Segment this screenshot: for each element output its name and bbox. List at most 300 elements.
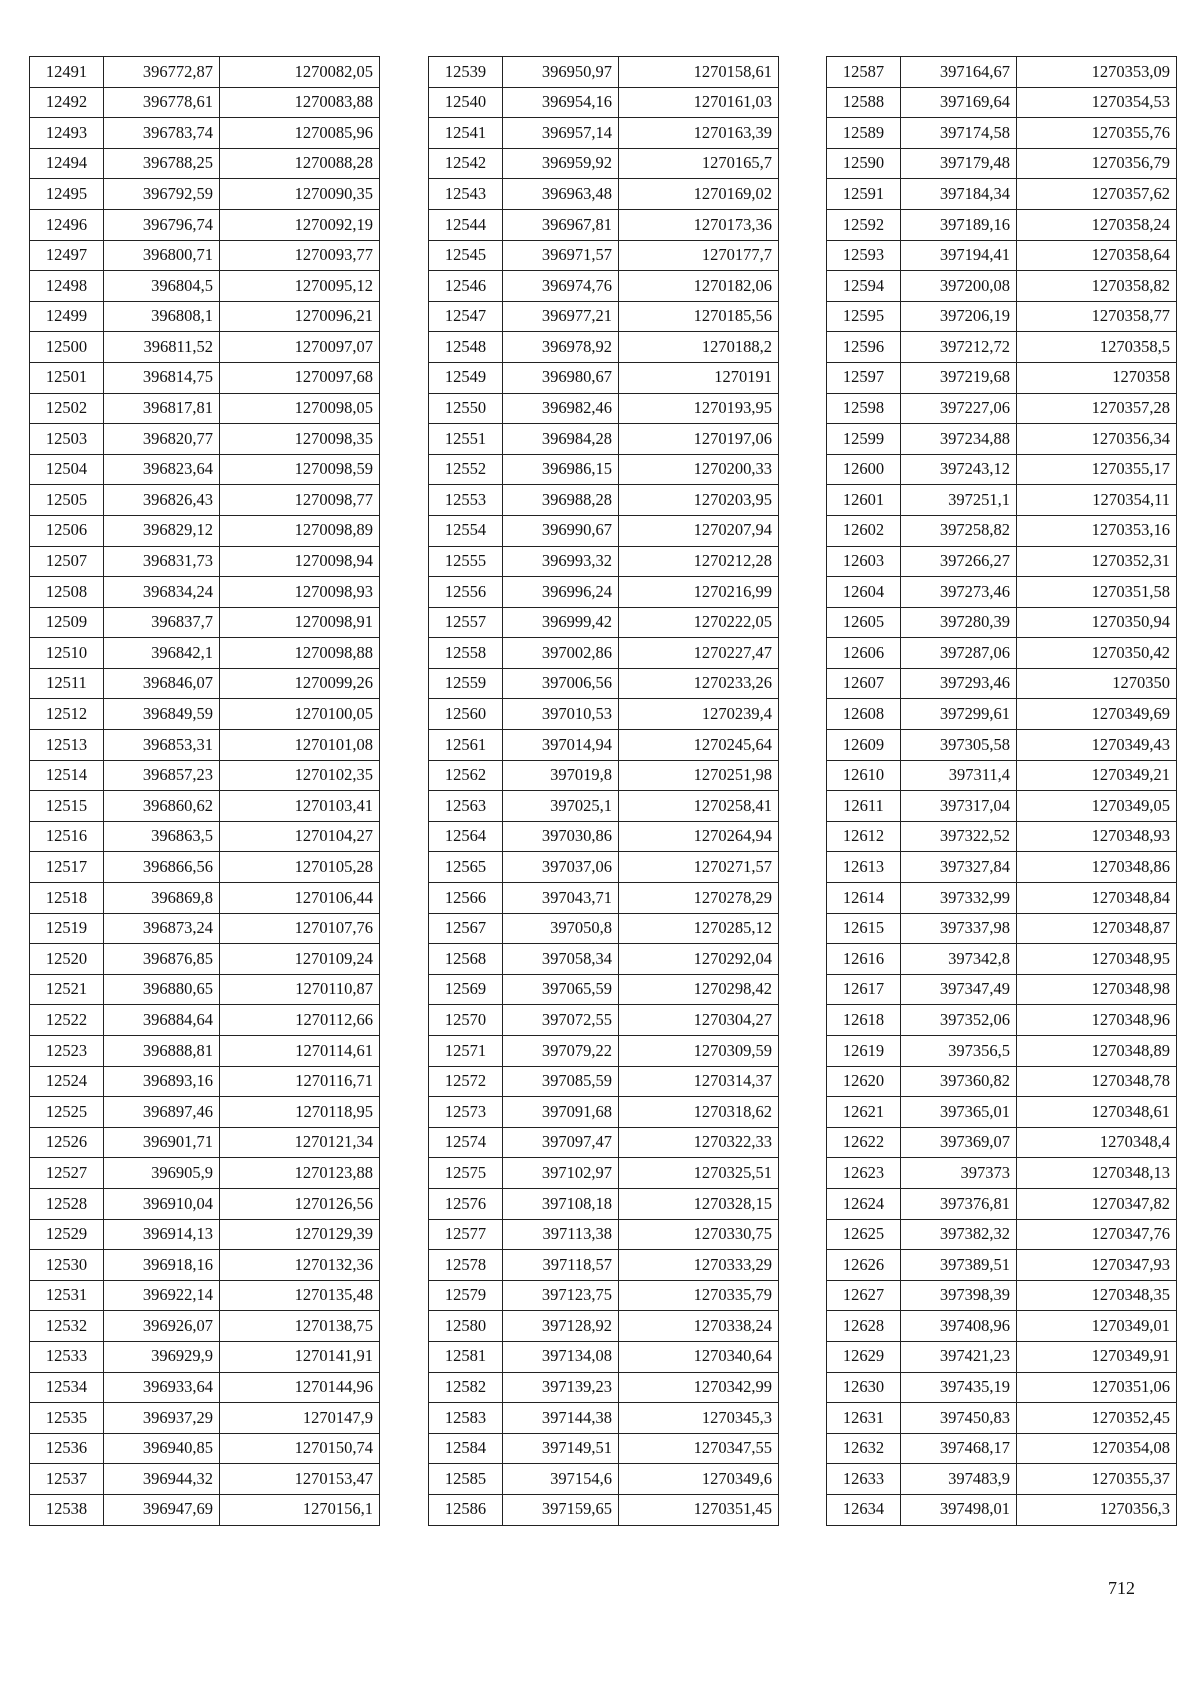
x-coordinate-cell: 397373 xyxy=(901,1158,1017,1189)
y-coordinate-cell: 1270351,58 xyxy=(1017,577,1177,608)
table-row xyxy=(30,454,380,485)
x-coordinate-cell: 397091,68 xyxy=(503,1097,619,1128)
y-coordinate-cell: 1270354,08 xyxy=(1017,1433,1177,1464)
point-number-cell: 12618 xyxy=(827,1005,901,1036)
y-coordinate-cell: 1270258,41 xyxy=(619,791,779,822)
point-number-cell: 12558 xyxy=(429,638,503,669)
coordinate-table-2 xyxy=(428,56,779,1526)
x-coordinate-cell: 397280,39 xyxy=(901,607,1017,638)
point-number-cell: 12513 xyxy=(30,730,104,761)
point-number-cell: 12565 xyxy=(429,852,503,883)
table-row xyxy=(429,1280,779,1311)
point-number-cell: 12583 xyxy=(429,1403,503,1434)
table-row xyxy=(827,1250,1177,1281)
y-coordinate-cell: 1270144,96 xyxy=(220,1372,380,1403)
x-coordinate-cell: 397322,52 xyxy=(901,821,1017,852)
table-row xyxy=(30,791,380,822)
y-coordinate-cell: 1270353,09 xyxy=(1017,57,1177,88)
table-row xyxy=(429,1066,779,1097)
point-number-cell: 12533 xyxy=(30,1341,104,1372)
y-coordinate-cell: 1270126,56 xyxy=(220,1188,380,1219)
table-row xyxy=(429,577,779,608)
point-number-cell: 12570 xyxy=(429,1005,503,1036)
table-row xyxy=(827,1280,1177,1311)
x-coordinate-cell: 397072,55 xyxy=(503,1005,619,1036)
point-number-cell: 12596 xyxy=(827,332,901,363)
y-coordinate-cell: 1270264,94 xyxy=(619,821,779,852)
y-coordinate-cell: 1270098,77 xyxy=(220,485,380,516)
point-number-cell: 12556 xyxy=(429,577,503,608)
x-coordinate-cell: 396918,16 xyxy=(104,1250,220,1281)
point-number-cell: 12612 xyxy=(827,821,901,852)
x-coordinate-cell: 396978,92 xyxy=(503,332,619,363)
x-coordinate-cell: 396947,69 xyxy=(104,1494,220,1525)
y-coordinate-cell: 1270348,98 xyxy=(1017,974,1177,1005)
x-coordinate-cell: 396926,07 xyxy=(104,1311,220,1342)
x-coordinate-cell: 397065,59 xyxy=(503,974,619,1005)
point-number-cell: 12540 xyxy=(429,87,503,118)
y-coordinate-cell: 1270340,64 xyxy=(619,1341,779,1372)
table-row xyxy=(827,271,1177,302)
point-number-cell: 12553 xyxy=(429,485,503,516)
y-coordinate-cell: 1270348,78 xyxy=(1017,1066,1177,1097)
y-coordinate-cell: 1270355,76 xyxy=(1017,118,1177,149)
x-coordinate-cell: 396863,5 xyxy=(104,821,220,852)
x-coordinate-cell: 397058,34 xyxy=(503,944,619,975)
point-number-cell: 12541 xyxy=(429,118,503,149)
table-row xyxy=(827,821,1177,852)
x-coordinate-cell: 397149,51 xyxy=(503,1433,619,1464)
x-coordinate-cell: 396893,16 xyxy=(104,1066,220,1097)
table-row xyxy=(827,1158,1177,1189)
x-coordinate-cell: 397356,5 xyxy=(901,1036,1017,1067)
x-coordinate-cell: 397243,12 xyxy=(901,454,1017,485)
table-row xyxy=(429,760,779,791)
y-coordinate-cell: 1270116,71 xyxy=(220,1066,380,1097)
x-coordinate-cell: 397164,67 xyxy=(901,57,1017,88)
y-coordinate-cell: 1270351,06 xyxy=(1017,1372,1177,1403)
page-number: 712 xyxy=(1108,1578,1135,1598)
x-coordinate-cell: 396788,25 xyxy=(104,148,220,179)
table-row xyxy=(429,974,779,1005)
x-coordinate-cell: 396901,71 xyxy=(104,1127,220,1158)
table-row xyxy=(827,1097,1177,1128)
table-row xyxy=(827,148,1177,179)
y-coordinate-cell: 1270348,61 xyxy=(1017,1097,1177,1128)
point-number-cell: 12508 xyxy=(30,577,104,608)
y-coordinate-cell: 1270285,12 xyxy=(619,913,779,944)
y-coordinate-cell: 1270092,19 xyxy=(220,209,380,240)
table-row xyxy=(429,1005,779,1036)
table-row xyxy=(827,1066,1177,1097)
y-coordinate-cell: 1270350,94 xyxy=(1017,607,1177,638)
point-number-cell: 12530 xyxy=(30,1250,104,1281)
y-coordinate-cell: 1270085,96 xyxy=(220,118,380,149)
table-row xyxy=(429,1341,779,1372)
table-row xyxy=(30,1464,380,1495)
y-coordinate-cell: 1270100,05 xyxy=(220,699,380,730)
table-row xyxy=(827,944,1177,975)
point-number-cell: 12557 xyxy=(429,607,503,638)
table-row xyxy=(827,852,1177,883)
y-coordinate-cell: 1270355,17 xyxy=(1017,454,1177,485)
y-coordinate-cell: 1270212,28 xyxy=(619,546,779,577)
x-coordinate-cell: 396834,24 xyxy=(104,577,220,608)
table-row xyxy=(30,87,380,118)
point-number-cell: 12616 xyxy=(827,944,901,975)
point-number-cell: 12582 xyxy=(429,1372,503,1403)
point-number-cell: 12536 xyxy=(30,1433,104,1464)
point-number-cell: 12585 xyxy=(429,1464,503,1495)
table-row xyxy=(30,57,380,88)
x-coordinate-cell: 397128,92 xyxy=(503,1311,619,1342)
x-coordinate-cell: 397079,22 xyxy=(503,1036,619,1067)
x-coordinate-cell: 397030,86 xyxy=(503,821,619,852)
table-row xyxy=(30,1005,380,1036)
y-coordinate-cell: 1270356,34 xyxy=(1017,424,1177,455)
x-coordinate-cell: 396873,24 xyxy=(104,913,220,944)
x-coordinate-cell: 397258,82 xyxy=(901,515,1017,546)
y-coordinate-cell: 1270191 xyxy=(619,362,779,393)
y-coordinate-cell: 1270349,91 xyxy=(1017,1341,1177,1372)
x-coordinate-cell: 396842,1 xyxy=(104,638,220,669)
table-row xyxy=(429,546,779,577)
y-coordinate-cell: 1270207,94 xyxy=(619,515,779,546)
point-number-cell: 12573 xyxy=(429,1097,503,1128)
point-number-cell: 12587 xyxy=(827,57,901,88)
y-coordinate-cell: 1270103,41 xyxy=(220,791,380,822)
table-row xyxy=(429,332,779,363)
point-number-cell: 12601 xyxy=(827,485,901,516)
table-row xyxy=(429,424,779,455)
y-coordinate-cell: 1270123,88 xyxy=(220,1158,380,1189)
x-coordinate-cell: 397123,75 xyxy=(503,1280,619,1311)
table-row xyxy=(827,883,1177,914)
table-row xyxy=(827,730,1177,761)
y-coordinate-cell: 1270107,76 xyxy=(220,913,380,944)
point-number-cell: 12520 xyxy=(30,944,104,975)
point-number-cell: 12603 xyxy=(827,546,901,577)
x-coordinate-cell: 396999,42 xyxy=(503,607,619,638)
y-coordinate-cell: 1270304,27 xyxy=(619,1005,779,1036)
table-row xyxy=(827,118,1177,149)
table-row xyxy=(827,87,1177,118)
table-row xyxy=(30,1066,380,1097)
y-coordinate-cell: 1270251,98 xyxy=(619,760,779,791)
x-coordinate-cell: 397287,06 xyxy=(901,638,1017,669)
point-number-cell: 12522 xyxy=(30,1005,104,1036)
y-coordinate-cell: 1270098,89 xyxy=(220,515,380,546)
table-row xyxy=(429,1036,779,1067)
table-row xyxy=(30,1219,380,1250)
point-number-cell: 12550 xyxy=(429,393,503,424)
x-coordinate-cell: 396831,73 xyxy=(104,546,220,577)
point-number-cell: 12586 xyxy=(429,1494,503,1525)
point-number-cell: 12606 xyxy=(827,638,901,669)
x-coordinate-cell: 397365,01 xyxy=(901,1097,1017,1128)
point-number-cell: 12608 xyxy=(827,699,901,730)
table-row xyxy=(429,301,779,332)
x-coordinate-cell: 397159,65 xyxy=(503,1494,619,1525)
table-row xyxy=(30,362,380,393)
x-coordinate-cell: 396853,31 xyxy=(104,730,220,761)
table-row xyxy=(30,240,380,271)
table-row xyxy=(30,148,380,179)
table-row xyxy=(30,1494,380,1525)
point-number-cell: 12622 xyxy=(827,1127,901,1158)
y-coordinate-cell: 1270188,2 xyxy=(619,332,779,363)
x-coordinate-cell: 397498,01 xyxy=(901,1494,1017,1525)
x-coordinate-cell: 396811,52 xyxy=(104,332,220,363)
table-row xyxy=(827,1005,1177,1036)
point-number-cell: 12624 xyxy=(827,1188,901,1219)
table-row xyxy=(429,1403,779,1434)
point-number-cell: 12543 xyxy=(429,179,503,210)
y-coordinate-cell: 1270096,21 xyxy=(220,301,380,332)
y-coordinate-cell: 1270354,53 xyxy=(1017,87,1177,118)
y-coordinate-cell: 1270098,93 xyxy=(220,577,380,608)
x-coordinate-cell: 397108,18 xyxy=(503,1188,619,1219)
x-coordinate-cell: 397299,61 xyxy=(901,699,1017,730)
point-number-cell: 12602 xyxy=(827,515,901,546)
point-number-cell: 12561 xyxy=(429,730,503,761)
point-number-cell: 12552 xyxy=(429,454,503,485)
point-number-cell: 12626 xyxy=(827,1250,901,1281)
x-coordinate-cell: 396796,74 xyxy=(104,209,220,240)
table-row xyxy=(827,1341,1177,1372)
point-number-cell: 12542 xyxy=(429,148,503,179)
x-coordinate-cell: 397435,19 xyxy=(901,1372,1017,1403)
y-coordinate-cell: 1270163,39 xyxy=(619,118,779,149)
y-coordinate-cell: 1270185,56 xyxy=(619,301,779,332)
table-row xyxy=(827,301,1177,332)
table-row xyxy=(30,974,380,1005)
x-coordinate-cell: 397382,32 xyxy=(901,1219,1017,1250)
table-row xyxy=(429,271,779,302)
point-number-cell: 12510 xyxy=(30,638,104,669)
point-number-cell: 12528 xyxy=(30,1188,104,1219)
table-row xyxy=(30,1341,380,1372)
y-coordinate-cell: 1270351,45 xyxy=(619,1494,779,1525)
y-coordinate-cell: 1270193,95 xyxy=(619,393,779,424)
x-coordinate-cell: 397369,07 xyxy=(901,1127,1017,1158)
x-coordinate-cell: 396993,32 xyxy=(503,546,619,577)
point-number-cell: 12631 xyxy=(827,1403,901,1434)
x-coordinate-cell: 396914,13 xyxy=(104,1219,220,1250)
y-coordinate-cell: 1270083,88 xyxy=(220,87,380,118)
point-number-cell: 12495 xyxy=(30,179,104,210)
point-number-cell: 12619 xyxy=(827,1036,901,1067)
y-coordinate-cell: 1270349,05 xyxy=(1017,791,1177,822)
x-coordinate-cell: 397251,1 xyxy=(901,485,1017,516)
x-coordinate-cell: 396837,7 xyxy=(104,607,220,638)
x-coordinate-cell: 396944,32 xyxy=(104,1464,220,1495)
y-coordinate-cell: 1270349,69 xyxy=(1017,699,1177,730)
table-row xyxy=(429,393,779,424)
point-number-cell: 12571 xyxy=(429,1036,503,1067)
x-coordinate-cell: 397352,06 xyxy=(901,1005,1017,1036)
y-coordinate-cell: 1270132,36 xyxy=(220,1250,380,1281)
y-coordinate-cell: 1270147,9 xyxy=(220,1403,380,1434)
x-coordinate-cell: 397421,23 xyxy=(901,1341,1017,1372)
y-coordinate-cell: 1270158,61 xyxy=(619,57,779,88)
point-number-cell: 12598 xyxy=(827,393,901,424)
x-coordinate-cell: 397050,8 xyxy=(503,913,619,944)
x-coordinate-cell: 396817,81 xyxy=(104,393,220,424)
y-coordinate-cell: 1270153,47 xyxy=(220,1464,380,1495)
x-coordinate-cell: 396940,85 xyxy=(104,1433,220,1464)
y-coordinate-cell: 1270098,35 xyxy=(220,424,380,455)
y-coordinate-cell: 1270350 xyxy=(1017,668,1177,699)
coordinate-table-3 xyxy=(826,56,1177,1526)
y-coordinate-cell: 1270098,59 xyxy=(220,454,380,485)
point-number-cell: 12593 xyxy=(827,240,901,271)
table-row xyxy=(429,1464,779,1495)
point-number-cell: 12496 xyxy=(30,209,104,240)
x-coordinate-cell: 396980,67 xyxy=(503,362,619,393)
point-number-cell: 12518 xyxy=(30,883,104,914)
table-row xyxy=(429,1188,779,1219)
point-number-cell: 12611 xyxy=(827,791,901,822)
y-coordinate-cell: 1270352,45 xyxy=(1017,1403,1177,1434)
point-number-cell: 12621 xyxy=(827,1097,901,1128)
point-number-cell: 12525 xyxy=(30,1097,104,1128)
x-coordinate-cell: 397212,72 xyxy=(901,332,1017,363)
table-row xyxy=(827,209,1177,240)
y-coordinate-cell: 1270200,33 xyxy=(619,454,779,485)
point-number-cell: 12563 xyxy=(429,791,503,822)
table-row xyxy=(30,332,380,363)
table-row xyxy=(30,577,380,608)
y-coordinate-cell: 1270330,75 xyxy=(619,1219,779,1250)
x-coordinate-cell: 396922,14 xyxy=(104,1280,220,1311)
table-row xyxy=(827,1494,1177,1525)
table-row xyxy=(30,546,380,577)
table-row xyxy=(429,821,779,852)
point-number-cell: 12555 xyxy=(429,546,503,577)
point-number-cell: 12580 xyxy=(429,1311,503,1342)
y-coordinate-cell: 1270101,08 xyxy=(220,730,380,761)
x-coordinate-cell: 396982,46 xyxy=(503,393,619,424)
x-coordinate-cell: 396996,24 xyxy=(503,577,619,608)
point-number-cell: 12505 xyxy=(30,485,104,516)
point-number-cell: 12566 xyxy=(429,883,503,914)
point-number-cell: 12559 xyxy=(429,668,503,699)
y-coordinate-cell: 1270093,77 xyxy=(220,240,380,271)
y-coordinate-cell: 1270318,62 xyxy=(619,1097,779,1128)
y-coordinate-cell: 1270169,02 xyxy=(619,179,779,210)
y-coordinate-cell: 1270348,96 xyxy=(1017,1005,1177,1036)
point-number-cell: 12538 xyxy=(30,1494,104,1525)
point-number-cell: 12501 xyxy=(30,362,104,393)
table-row xyxy=(827,240,1177,271)
y-coordinate-cell: 1270349,6 xyxy=(619,1464,779,1495)
point-number-cell: 12569 xyxy=(429,974,503,1005)
x-coordinate-cell: 396905,9 xyxy=(104,1158,220,1189)
point-number-cell: 12523 xyxy=(30,1036,104,1067)
x-coordinate-cell: 396820,77 xyxy=(104,424,220,455)
point-number-cell: 12572 xyxy=(429,1066,503,1097)
x-coordinate-cell: 397037,06 xyxy=(503,852,619,883)
table-row xyxy=(827,57,1177,88)
point-number-cell: 12503 xyxy=(30,424,104,455)
point-number-cell: 12567 xyxy=(429,913,503,944)
y-coordinate-cell: 1270328,15 xyxy=(619,1188,779,1219)
point-number-cell: 12517 xyxy=(30,852,104,883)
x-coordinate-cell: 396826,43 xyxy=(104,485,220,516)
table-row xyxy=(429,883,779,914)
table-row xyxy=(827,974,1177,1005)
point-number-cell: 12600 xyxy=(827,454,901,485)
x-coordinate-cell: 397154,6 xyxy=(503,1464,619,1495)
y-coordinate-cell: 1270098,05 xyxy=(220,393,380,424)
x-coordinate-cell: 396977,21 xyxy=(503,301,619,332)
x-coordinate-cell: 396829,12 xyxy=(104,515,220,546)
x-coordinate-cell: 396783,74 xyxy=(104,118,220,149)
x-coordinate-cell: 397266,27 xyxy=(901,546,1017,577)
y-coordinate-cell: 1270177,7 xyxy=(619,240,779,271)
x-coordinate-cell: 397097,47 xyxy=(503,1127,619,1158)
y-coordinate-cell: 1270156,1 xyxy=(220,1494,380,1525)
table-row xyxy=(429,913,779,944)
y-coordinate-cell: 1270129,39 xyxy=(220,1219,380,1250)
y-coordinate-cell: 1270239,4 xyxy=(619,699,779,730)
y-coordinate-cell: 1270358,24 xyxy=(1017,209,1177,240)
x-coordinate-cell: 397194,41 xyxy=(901,240,1017,271)
y-coordinate-cell: 1270088,28 xyxy=(220,148,380,179)
table-row xyxy=(429,515,779,546)
table-row xyxy=(429,1433,779,1464)
table-row xyxy=(827,1464,1177,1495)
point-number-cell: 12630 xyxy=(827,1372,901,1403)
y-coordinate-cell: 1270138,75 xyxy=(220,1311,380,1342)
x-coordinate-cell: 397483,9 xyxy=(901,1464,1017,1495)
point-number-cell: 12584 xyxy=(429,1433,503,1464)
y-coordinate-cell: 1270292,04 xyxy=(619,944,779,975)
x-coordinate-cell: 397360,82 xyxy=(901,1066,1017,1097)
y-coordinate-cell: 1270358,77 xyxy=(1017,301,1177,332)
y-coordinate-cell: 1270347,93 xyxy=(1017,1250,1177,1281)
x-coordinate-cell: 396808,1 xyxy=(104,301,220,332)
x-coordinate-cell: 396804,5 xyxy=(104,271,220,302)
table-row xyxy=(429,730,779,761)
x-coordinate-cell: 397043,71 xyxy=(503,883,619,914)
y-coordinate-cell: 1270114,61 xyxy=(220,1036,380,1067)
table-row xyxy=(30,760,380,791)
y-coordinate-cell: 1270245,64 xyxy=(619,730,779,761)
x-coordinate-cell: 396860,62 xyxy=(104,791,220,822)
y-coordinate-cell: 1270356,3 xyxy=(1017,1494,1177,1525)
x-coordinate-cell: 397219,68 xyxy=(901,362,1017,393)
table-row xyxy=(30,668,380,699)
point-number-cell: 12497 xyxy=(30,240,104,271)
x-coordinate-cell: 396950,97 xyxy=(503,57,619,88)
x-coordinate-cell: 396800,71 xyxy=(104,240,220,271)
x-coordinate-cell: 397014,94 xyxy=(503,730,619,761)
point-number-cell: 12498 xyxy=(30,271,104,302)
y-coordinate-cell: 1270353,16 xyxy=(1017,515,1177,546)
x-coordinate-cell: 397317,04 xyxy=(901,791,1017,822)
y-coordinate-cell: 1270355,37 xyxy=(1017,1464,1177,1495)
table-row xyxy=(429,179,779,210)
point-number-cell: 12614 xyxy=(827,883,901,914)
point-number-cell: 12529 xyxy=(30,1219,104,1250)
x-coordinate-cell: 396990,67 xyxy=(503,515,619,546)
table-row xyxy=(827,485,1177,516)
x-coordinate-cell: 396849,59 xyxy=(104,699,220,730)
table-row xyxy=(827,546,1177,577)
table-row xyxy=(30,1097,380,1128)
